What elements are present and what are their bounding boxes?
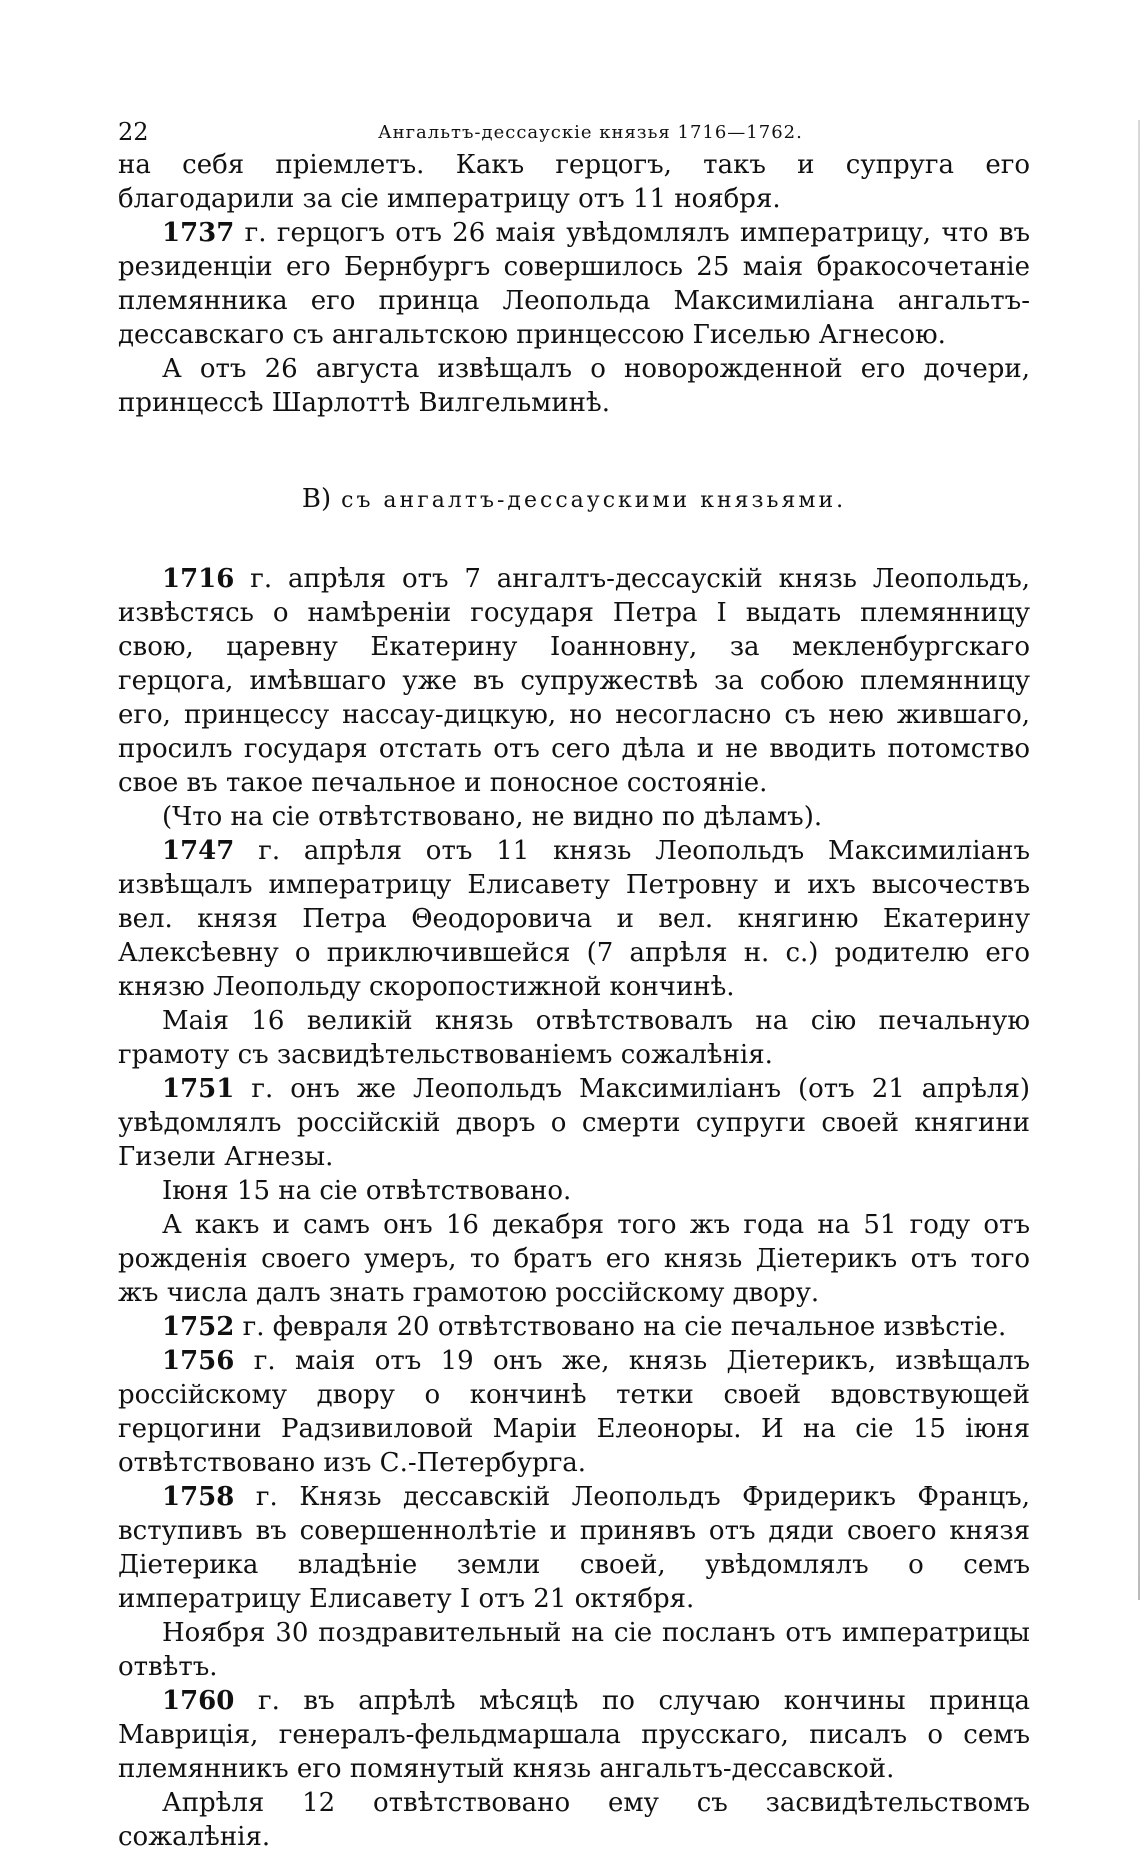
paragraph-text: Маія 16 великій князь отвѣтствовалъ на сію печальную грамоту съ засвидѣтельствованіемъ сожалѣнія. (118, 1006, 1030, 1070)
paragraph (118, 1072, 1030, 1174)
paragraph (118, 1208, 1030, 1310)
paragraph (118, 1004, 1030, 1072)
paragraph (118, 800, 1030, 834)
paragraph-text: г. онъ же Леопольдъ Максимиліанъ (отъ 21 апрѣля) увѣдомлялъ россійскій дворъ о смерти супруги своей княгини Гизели Агнезы. (118, 1074, 1030, 1172)
year-label: 1756 (162, 1346, 235, 1376)
paragraph (118, 1310, 1030, 1344)
paragraph (118, 1174, 1030, 1208)
paragraph-text: г. маія отъ 19 онъ же, князь Діетерикъ, извѣщалъ россійскому двору о кончинѣ тетки своей вдовствующей герцогини Радзивиловой Маріи Елеоноры. И на сіе 15 іюня отвѣтствовано изъ С.-Петербурга. (118, 1346, 1031, 1478)
paragraph (118, 1480, 1030, 1616)
section-title: съ ангалтъ-дессаускими князьями. (341, 488, 847, 513)
paragraph-text: г. апрѣля отъ 7 ангалтъ-дессаускій князь Леопольдъ, извѣстясь о намѣреніи государя Петра I выдать племянницу свою, царевну Екатерину Іоанновну, за мекленбургскаго герцога, имѣвшаго уже въ супружествѣ за собою племянницу его, принцессу нассау-дицкую, но несогласно съ нею жившаго, просилъ государя отстать отъ сего дѣла и не вводить потомство свое въ такое печальное и поносное состояніе. (118, 564, 1030, 798)
running-title: Ангальтъ-дессаускіе князья 1716—1762. (378, 122, 803, 143)
paragraph (118, 1684, 1030, 1786)
year-label: 1760 (162, 1686, 235, 1716)
paragraph (118, 1344, 1030, 1480)
year-label: 1716 (162, 564, 235, 594)
paragraph (118, 1786, 1030, 1854)
paragraph (118, 834, 1030, 1004)
paragraph-text: г. Князь дессавскій Леопольдъ Фридерикъ Францъ, вступивъ въ совершеннолѣтіе и принявъ отъ дяди своего князя Діетерика владѣніе земли своей, увѣдомлялъ о семъ императрицу Елисавету I отъ 21 октября. (118, 1482, 1030, 1614)
paragraph-text: А какъ и самъ онъ 16 декабря того жъ года на 51 году отъ рожденія своего умеръ, то братъ его князь Діетерикъ отъ того жъ числа далъ знать грамотою россійскому двору. (118, 1210, 1030, 1308)
page-number: 22 (118, 118, 149, 146)
year-label: 1758 (162, 1482, 235, 1512)
paragraph-text: Іюня 15 на сіе отвѣтствовано. (162, 1176, 572, 1206)
paragraph (118, 148, 1030, 216)
paragraph (118, 352, 1030, 420)
paragraph-text: Апрѣля 12 отвѣтствовано ему съ засвидѣтельствомъ сожалѣнія. (118, 1788, 1030, 1852)
paragraph-text: (Что на сіе отвѣтствовано, не видно по дѣламъ). (162, 802, 823, 832)
section-letter: В) (301, 484, 332, 514)
year-label: 1737 (162, 218, 235, 248)
paragraph (118, 1616, 1030, 1684)
paragraph (118, 562, 1030, 800)
year-label: 1751 (162, 1074, 235, 1104)
year-label: 1747 (162, 836, 235, 866)
paragraph-text: на себя пріемлетъ. Какъ герцогъ, такъ и супруга его благодарили за сіе императрицу отъ 11 ноября. (118, 150, 1030, 214)
body-text (118, 148, 1030, 1854)
paragraph-text: А отъ 26 августа извѣщалъ о новорожденной его дочери, принцессѣ Шарлоттѣ Вилгельминѣ. (118, 354, 1030, 418)
paragraph-text: г. въ апрѣлѣ мѣсяцѣ по случаю кончины принца Мавриція, генералъ-фельдмаршала прусскаго, писалъ о семъ племянникъ его помянутый князь ангальтъ-дессавской. (118, 1686, 1031, 1784)
year-label: 1752 (162, 1312, 235, 1342)
paragraph (118, 216, 1030, 352)
page-header (118, 118, 1030, 148)
book-page (118, 118, 1030, 1854)
paragraph-text: Ноября 30 поздравительный на сіе посланъ отъ императрицы отвѣтъ. (118, 1618, 1030, 1682)
paragraph-text: г. февраля 20 отвѣтствовано на сіе печальное извѣстіе. (242, 1312, 1007, 1342)
paragraph-text: г. герцогъ отъ 26 маія увѣдомлялъ императрицу, что въ резиденціи его Бернбургъ совершилось 25 маія бракосочетаніе племянника его принца Леопольда Максимиліана ангальтъ-дессавскаго съ ангальтскою принцессою Гиселью Агнесою. (118, 218, 1031, 350)
section-heading (118, 482, 1030, 518)
paragraph-text: г. апрѣля отъ 11 князь Леопольдъ Максимиліанъ извѣщалъ императрицу Елисавету Петровну и ихъ высочествъ вел. князя Петра Θеодоровича и вел. княгиню Екатерину Алексѣевну о приключившейся (7 апрѣля н. с.) родителю его князю Леопольду скоропостижной кончинѣ. (118, 836, 1030, 1002)
